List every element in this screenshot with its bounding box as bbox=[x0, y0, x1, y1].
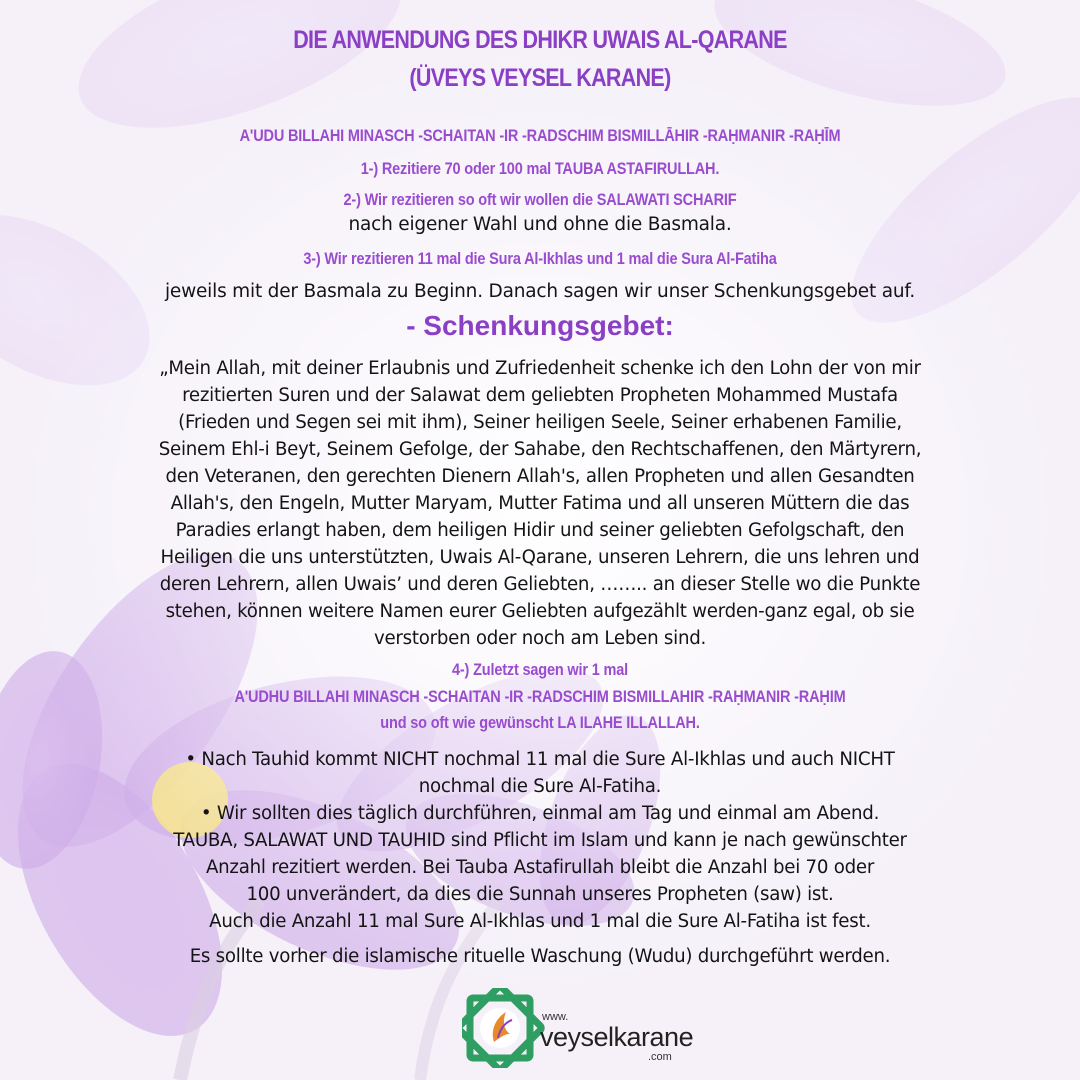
step-3-note: jeweils mit der Basmala zu Beginn. Danach sagen wir unser Schenkungsgebet auf. bbox=[164, 281, 916, 302]
note-line: • Nach Tauhid kommt NICHT nochmal 11 mal die Sure Al-Ikhlas und auch NICHT bbox=[185, 749, 895, 770]
note-line: • Wir sollten dies täglich durchführen, einmal am Tag und einmal am Abend. bbox=[200, 803, 880, 824]
prayer-line: verstorben oder noch am Leben sind. bbox=[373, 628, 707, 649]
prayer-heading: - Schenkungsgebet: bbox=[406, 310, 674, 341]
note-line: Anzahl rezitiert werden. Bei Tauba Astafirullah bleibt die Anzahl bei 70 oder bbox=[205, 857, 875, 878]
wudu-note: Es sollte vorher die islamische rituelle Waschung (Wudu) durchgeführt werden. bbox=[189, 946, 891, 967]
logo-name: veyselkarane bbox=[540, 1022, 694, 1052]
logo-www: www. bbox=[542, 1011, 569, 1023]
prayer-line: Paradies erlangt haben, dem heiligen Hidir und seiner geliebten Gefolgschaft, den bbox=[175, 520, 905, 541]
note-line: TAUBA, SALAWAT UND TAUHID sind Pflicht im Islam und kann je nach gewünschter bbox=[173, 830, 907, 851]
step-2: 2-) Wir rezitieren so oft wir wollen die SALAWATI SCHARIF bbox=[343, 191, 737, 209]
page-subtitle: (ÜVEYS VEYSEL KARANE) bbox=[409, 64, 671, 92]
step-4: 4-) Zuletzt sagen wir 1 mal bbox=[452, 661, 628, 679]
step-4-tauhid: und so oft wie gewünscht LA ILAHE ILLALLAH. bbox=[380, 714, 700, 732]
audhu-basmala-line: A'UDU BILLAHI MINASCH -SCHAITAN -IR -RADSCHIM BISMILLĀHIR -RAḤMANIR -RAḤĪM bbox=[239, 127, 841, 145]
logo-emblem-icon bbox=[462, 988, 542, 1068]
note-line: Auch die Anzahl 11 mal Sure Al-Ikhlas und 1 mal die Sure Al-Fatiha ist fest. bbox=[209, 911, 871, 932]
prayer-text bbox=[60, 355, 1020, 652]
prayer-line: (Frieden und Segen sei mit ihm), Seiner heiligen Seele, Seiner erhabenen Familie, bbox=[178, 412, 902, 433]
veyselkarane-logo[interactable] bbox=[462, 988, 702, 1068]
page-title: DIE ANWENDUNG DES DHIKR UWAIS AL-QARANE bbox=[293, 26, 787, 54]
logo-tld: .com bbox=[648, 1051, 672, 1063]
prayer-line: stehen, können weitere Namen eurer Geliebten aufgezählt werden-ganz egal, ob sie bbox=[165, 601, 915, 622]
prayer-line: „Mein Allah, mit deiner Erlaubnis und Zufriedenheit schenke ich den Lohn der von mir bbox=[159, 358, 921, 379]
step-3: 3-) Wir rezitieren 11 mal die Sura Al-Ikhlas und 1 mal die Sura Al-Fatiha bbox=[303, 250, 777, 268]
prayer-line: Seinem Ehl-i Beyt, Seinem Gefolge, der Sahabe, den Rechtschaffenen, den Märtyrern, bbox=[158, 439, 922, 460]
prayer-line: deren Lehrern, allen Uwais’ und deren Geliebten, …….. an dieser Stelle wo die Punkte bbox=[159, 574, 921, 595]
prayer-line: den Veteranen, den gerechten Dienern Allah's, allen Propheten und allen Gesandten bbox=[165, 466, 915, 487]
prayer-line: Heiligen die uns unterstützten, Uwais Al-Qarane, unseren Lehrern, die uns lehren und bbox=[160, 547, 920, 568]
prayer-line: Allah's, den Engeln, Mutter Maryam, Mutter Fatima und all unseren Müttern die das bbox=[170, 493, 910, 514]
prayer-line: rezitierten Suren und der Salawat dem geliebten Propheten Mohammed Mustafa bbox=[182, 385, 898, 406]
step-2-note: nach eigener Wahl und ohne die Basmala. bbox=[348, 214, 732, 235]
notes bbox=[60, 746, 1020, 935]
step-1: 1-) Rezitiere 70 oder 100 mal TAUBA ASTAFIRULLAH. bbox=[360, 160, 720, 178]
note-line: nochmal die Sure Al-Fatiha. bbox=[418, 776, 662, 797]
step-4-audhu: A'UDHU BILLAHI MINASCH -SCHAITAN -IR -RADSCHIM BISMILLAHIR -RAḤMANIR -RAḤIM bbox=[234, 688, 846, 706]
note-line: 100 unverändert, da dies die Sunnah unseres Propheten (saw) ist. bbox=[246, 884, 834, 905]
